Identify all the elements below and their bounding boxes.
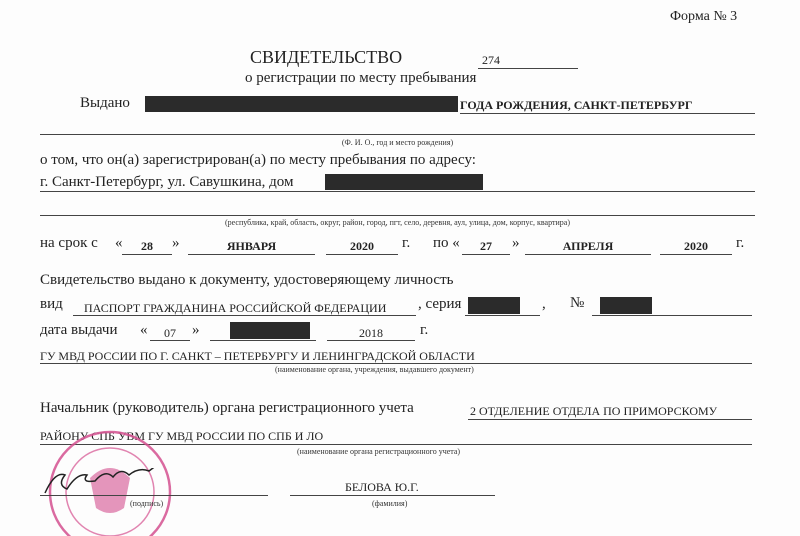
surname-caption: (фамилия) (372, 499, 408, 508)
term-to-day: 27 (480, 239, 492, 253)
issued-caption: (Ф. И. О., год и место рождения) (341, 138, 454, 147)
doc-series-label: , серия (418, 296, 462, 312)
head-org-line1: 2 ОТДЕЛЕНИЕ ОТДЕЛА ПО ПРИМОРСКОМУ (470, 404, 718, 418)
term-from-year: 2020 (350, 239, 374, 253)
quote: » (192, 322, 200, 338)
redaction (325, 174, 483, 190)
address-caption: (республика, край, область, округ, район, город, пгт, село, деревня, аул, улица, дом, корпус, квартира) (224, 218, 570, 227)
quote: « (115, 235, 123, 251)
year-suffix: г. (420, 322, 429, 338)
quote: « (140, 322, 148, 338)
signature-caption: (подпись) (130, 499, 164, 508)
term-from-month: ЯНВАРЯ (226, 239, 277, 253)
document-subtitle: о регистрации по месту пребывания (245, 70, 477, 86)
doc-date-label: дата выдачи (40, 322, 118, 338)
year-suffix: г. (736, 235, 745, 251)
signature (40, 468, 180, 498)
issued-label: Выдано (80, 95, 130, 111)
doc-year: 2018 (359, 326, 383, 340)
term-to-year: 2020 (684, 239, 708, 253)
doc-type-value: ПАСПОРТ ГРАЖДАНИНА РОССИЙСКОЙ ФЕДЕРАЦИИ (84, 301, 387, 315)
issued-value: ГОДА РОЖДЕНИЯ, САНКТ-ПЕТЕРБУРГ (460, 98, 693, 112)
redaction (145, 96, 458, 112)
doc-type-label: вид (40, 296, 63, 312)
term-from-label: на срок с (40, 235, 98, 251)
form-number: Форма № 3 (670, 9, 738, 24)
doc-issuer: ГУ МВД РОССИИ ПО Г. САНКТ – ПЕТЕРБУРГУ И ЛЕНИНГРАДСКОЙ ОБЛАСТИ (40, 349, 475, 363)
redaction (600, 297, 652, 314)
year-suffix: г. (402, 235, 411, 251)
doc-number-label: № (570, 295, 585, 311)
address-value: г. Санкт-Петербург, ул. Савушкина, дом (40, 174, 294, 190)
term-to-month: АПРЕЛЯ (562, 239, 614, 253)
term-to-label: по « (433, 235, 460, 251)
head-org-caption: (наименование органа регистрационного учета) (297, 447, 461, 456)
quote: » (172, 235, 180, 251)
doc-issuer-caption: (наименование органа, учреждения, выдавшего документ) (275, 365, 474, 374)
surname-value: БЕЛОВА Ю.Г. (345, 480, 419, 494)
doc-intro: Свидетельство выдано к документу, удостоверяющему личность (40, 272, 454, 288)
head-label: Начальник (руководитель) органа регистрационного учета (40, 400, 414, 416)
head-org-line2: РАЙОНУ СПБ УВМ ГУ МВД РОССИИ ПО СПБ И ЛО (40, 429, 324, 443)
term-from-day: 28 (141, 239, 153, 253)
certificate-number: 274 (482, 53, 500, 67)
comma: , (542, 296, 546, 312)
redaction (468, 297, 520, 314)
document-title: СВИДЕТЕЛЬСТВО (250, 47, 403, 67)
doc-day: 07 (164, 326, 176, 340)
address-intro: о том, что он(а) зарегистрирован(а) по месту пребывания по адресу: (40, 152, 476, 168)
quote: » (512, 235, 520, 251)
redaction (230, 322, 310, 339)
